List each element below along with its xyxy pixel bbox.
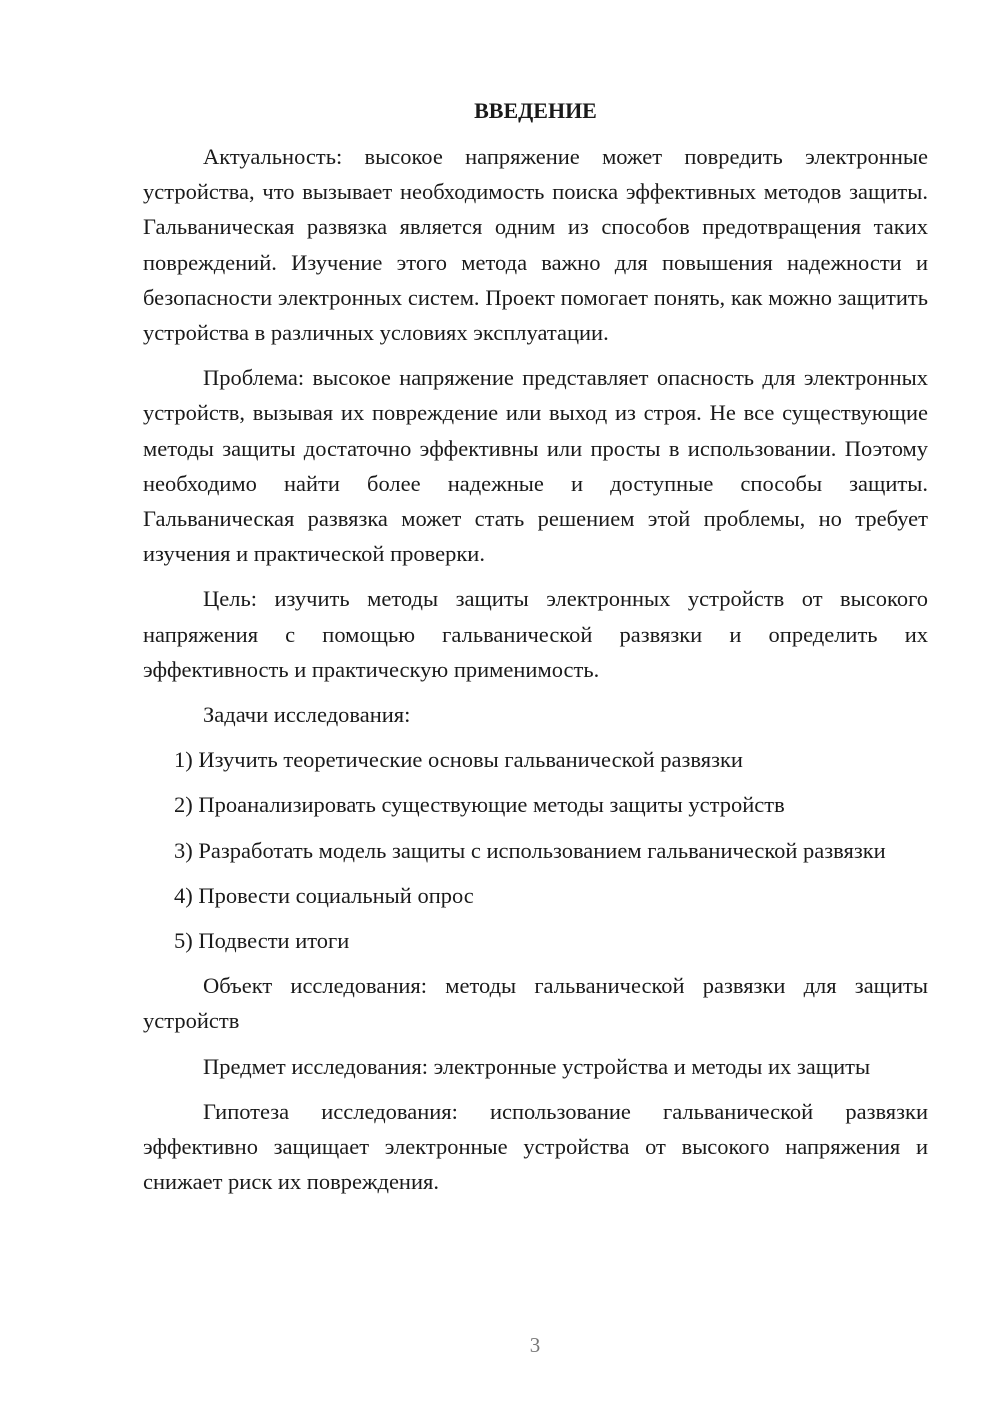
task-item: 3) Разработать модель защиты с использованием гальванической развязки xyxy=(174,837,886,863)
object-paragraph: Объект исследования: методы гальванической развязки для защиты устройств xyxy=(143,973,928,1034)
section-heading: ВВЕДЕНИЕ xyxy=(474,98,597,123)
task-item: 4) Провести социальный опрос xyxy=(174,882,474,908)
task-item: 2) Проанализировать существующие методы защиты устройств xyxy=(174,792,785,818)
subject-paragraph: Предмет исследования: электронные устройства и методы их защиты xyxy=(203,1053,871,1079)
page-number: 3 xyxy=(529,1333,541,1357)
goal-paragraph: Цель: изучить методы защиты электронных устройств от высокого напряжения с помощью гальванической развязки и определить их эффективность и практическую применимость. xyxy=(143,586,928,682)
relevance-paragraph: Актуальность: высокое напряжение может повредить электронные устройства, что вызывает необходимость поиска эффективных методов защиты. Гальваническая развязка является одним из способов предотвращения таких повреждений. Изучение этого метода важно для повышения надежности и безопасности электронных систем. Проект помогает понять, как можно защитить устройства в различных условиях эксплуатации. xyxy=(143,144,928,346)
problem-paragraph: Проблема: высокое напряжение представляет опасность для электронных устройств, вызывая их повреждение или выход из строя. Не все существующие методы защиты достаточно эффективны или просты в использовании. Поэтому необходимо найти более надежные и доступные способы защиты. Гальваническая развязка может стать решением этой проблемы, но требует изучения и практической проверки. xyxy=(143,365,928,567)
task-item: 5) Подвести итоги xyxy=(174,928,350,954)
page-content xyxy=(143,95,928,1209)
tasks-title: Задачи исследования: xyxy=(203,702,411,728)
hypothesis-paragraph: Гипотеза исследования: использование гальванической развязки эффективно защищает электронные устройства от высокого напряжения и снижает риск их повреждения. xyxy=(143,1098,928,1195)
task-item: 1) Изучить теоретические основы гальванической развязки xyxy=(174,747,743,773)
